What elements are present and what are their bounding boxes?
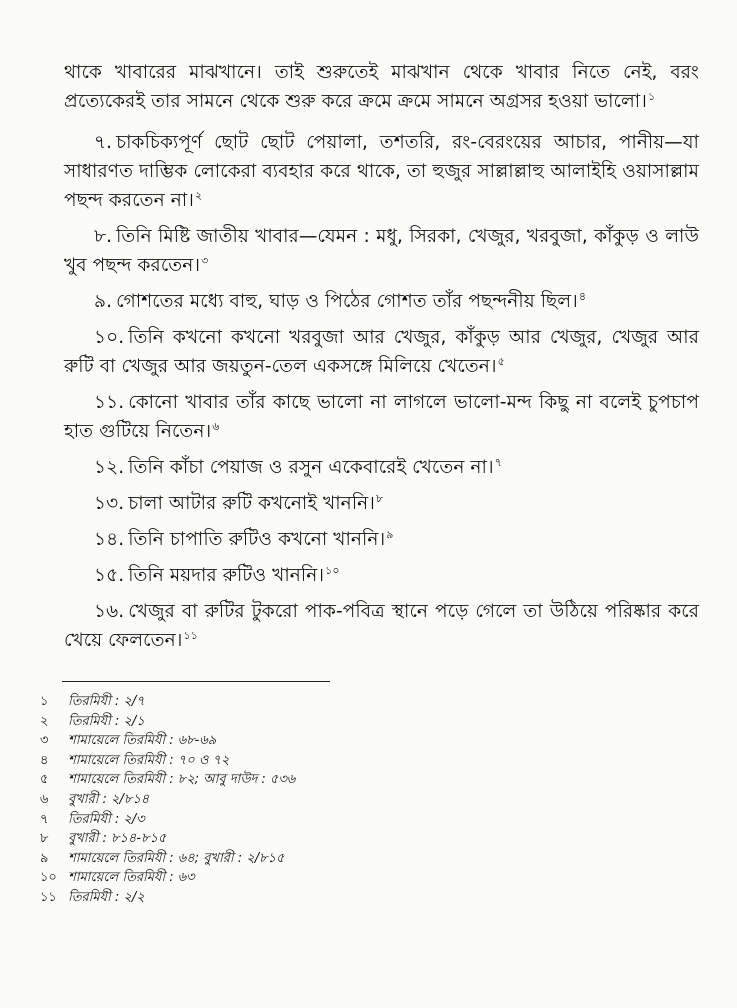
footnote-number: ১০ <box>40 870 57 886</box>
footnote-ref: ১০ <box>325 563 340 577</box>
footnote <box>40 731 699 751</box>
paragraph-number: ১৬. <box>94 601 125 622</box>
paragraph <box>64 222 699 280</box>
footnote-number: ৫ <box>40 772 49 788</box>
paragraph <box>64 388 699 446</box>
paragraph <box>64 597 699 655</box>
paragraph-number: ১২. <box>94 457 125 478</box>
footnote-number: ৪ <box>40 752 49 768</box>
paragraph-number: ৯. <box>94 291 113 312</box>
footnote-text: তিরমিযী : ২/৭ <box>68 694 145 709</box>
footnote-ref: ৬ <box>212 419 220 433</box>
footnote-text: শামায়েলে তিরমিযী : ৭০ ও ৭২ <box>68 752 230 768</box>
paragraph-text: চাকচিক্যপূর্ণ ছোট ছোট পেয়ালা, তশতরি, রং-বেরংয়ের আচার, পানীয়—যা সাধারণত দাম্ভিক লোকেরা ব্যবহার করে থাকে, তা হুজুর সাল্লাল্লাহু আলাইহি ওয়াসাল্লাম পছন্দ করতেন না। <box>64 132 699 211</box>
footnote <box>40 829 699 849</box>
paragraph <box>64 561 699 590</box>
footnote-text: শামায়েলে তিরমিযী : ৬৪; বুখারী : ২/৮১৫ <box>68 850 285 866</box>
paragraph-text: খেজুর বা রুটির টুকরো পাক-পবিত্র স্থানে পড়ে গেলে তা উঠিয়ে পরিষ্কার করে খেয়ে ফেলতেন। <box>64 601 699 651</box>
paragraph-text: থাকে খাবারের মাঝখানে। তাই শুরুতেই মাঝখান থেকে খাবার নিতে নেই, বরং প্রত্যেকেরই তার সামনে থেকে শুরু করে ক্রমে ক্রমে সামনে অগ্রসর হওয়া ভালো। <box>64 62 699 112</box>
paragraph-text: তিনি কাঁচা পেয়াজ ও রসুন একেবারেই খেতেন না। <box>128 457 494 478</box>
footnote-text: বুখারী : ২/৮১৪ <box>68 791 150 807</box>
footnote-number: ৭ <box>40 811 49 827</box>
footnote <box>40 888 699 908</box>
paragraph-number: ৭. <box>94 132 113 153</box>
footnote <box>40 692 699 712</box>
footnote-ref: ১১ <box>183 628 198 642</box>
footnote-ref: ৭ <box>494 455 502 469</box>
paragraph <box>64 525 699 554</box>
footnote-ref: ৫ <box>497 354 505 368</box>
footnote-text: শামায়েলে তিরমিযী : ৬৩ <box>68 870 195 886</box>
paragraph-text: তিনি মিষ্টি জাতীয় খাবার—যেমন : মধু, সিরকা, খেজুর, খরবুজা, কাঁকুড় ও লাউ খুব পছন্দ করতেন। <box>64 226 699 276</box>
footnote <box>40 770 699 790</box>
footnote-number: ১ <box>40 694 49 709</box>
footnote <box>40 712 699 732</box>
footnote <box>40 868 699 888</box>
paragraph <box>64 453 699 482</box>
paragraph-text: গোশতের মধ্যে বাহু, ঘাড় ও পিঠের গোশত তাঁর পছন্দনীয় ছিল। <box>116 291 578 312</box>
paragraph <box>64 58 699 116</box>
footnote-text: তিরমিযী : ২/২ <box>68 889 145 905</box>
footnote-text: শামায়েলে তিরমিযী : ৮২; আবু দাউদ : ৫৩৬ <box>68 772 296 788</box>
paragraph-number: ১৫. <box>94 565 125 586</box>
footnote-ref: ৪ <box>578 289 587 303</box>
paragraph-number: ১৪. <box>94 529 125 550</box>
footnote-number: ৩ <box>40 733 49 749</box>
footnote-ref: ৮ <box>375 491 384 505</box>
footnote-text: শামায়েলে তিরমিযী : ৬৮-৬৯ <box>68 733 217 749</box>
paragraph <box>64 489 699 518</box>
footnote <box>40 790 699 810</box>
paragraph-number: ১০. <box>94 327 125 348</box>
footnote <box>40 849 699 869</box>
paragraph-number: ৮. <box>94 226 113 247</box>
paragraph-number: ১৩. <box>94 493 125 514</box>
paragraph <box>64 287 699 316</box>
footnote-number: ৬ <box>40 791 49 807</box>
paragraph <box>64 128 699 215</box>
footnote <box>40 751 699 771</box>
footnote-ref: ২ <box>194 188 203 202</box>
footnotes-list <box>40 692 699 908</box>
footnote-ref: ৩ <box>201 253 209 267</box>
paragraph-number: ১১. <box>94 392 125 413</box>
paragraph-text: চালা আটার রুটি কখনোই খাননি। <box>128 493 375 514</box>
footnote-number: ৯ <box>40 850 49 866</box>
paragraph-text: তিনি কখনো কখনো খরবুজা আর খেজুর, কাঁকুড় আর খেজুর, খেজুর আর রুটি বা খেজুর আর জয়তুন-তেল একসঙ্গে মিলিয়ে খেতেন। <box>64 327 699 377</box>
footnote-number: ৮ <box>40 831 49 847</box>
footnote <box>40 810 699 830</box>
footnote-number: ২ <box>40 713 49 729</box>
footnote-text: তিরমিযী : ২/১ <box>68 713 145 729</box>
footnote-number: ১১ <box>40 889 57 905</box>
footnote-ref: ৯ <box>386 527 394 541</box>
footnote-text: বুখারী : ৮১৪-৮১৫ <box>68 831 167 847</box>
paragraph-text: তিনি চাপাতি রুটিও কখনো খাননি। <box>128 529 386 550</box>
paragraph <box>64 323 699 381</box>
paragraph-text: তিনি ময়দার রুটিও খাননি। <box>128 565 325 586</box>
footnote-divider <box>62 681 330 682</box>
paragraph-text: কোনো খাবার তাঁর কাছে ভালো না লাগলে ভালো-মন্দ কিছু না বলেই চুপচাপ হাত গুটিয়ে নিতেন। <box>64 392 699 442</box>
footnote-ref: ১ <box>647 89 656 103</box>
footnote-text: তিরমিযী : ২/৩ <box>68 811 145 827</box>
